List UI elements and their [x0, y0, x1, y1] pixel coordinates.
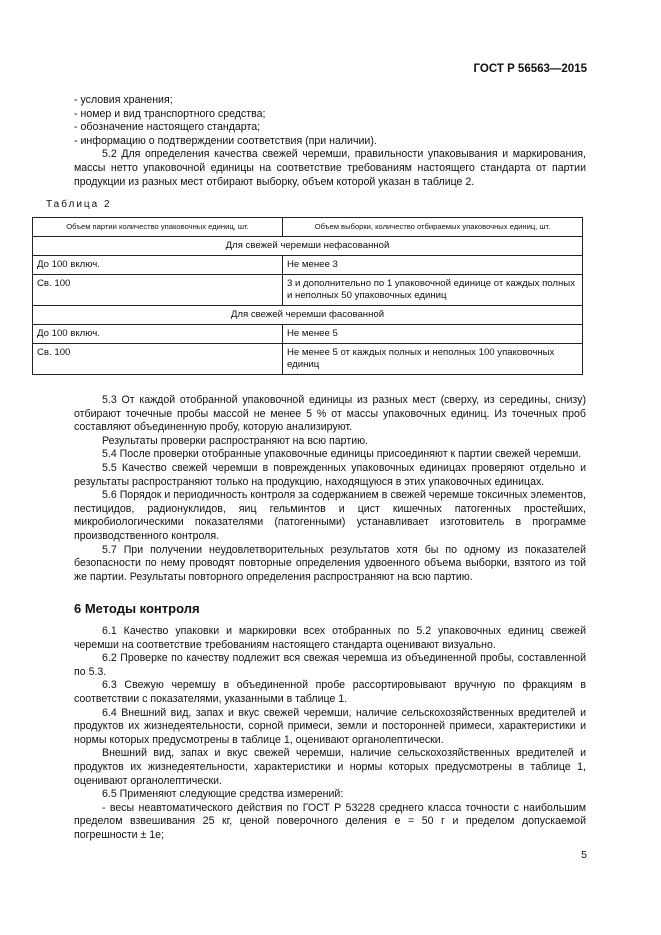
table-header-cell: Объем выборки, количество отбираемых упаковочных единиц, шт.	[283, 218, 583, 237]
table-cell: Св. 100	[33, 275, 283, 306]
middle-block	[74, 394, 586, 584]
section-heading: 6 Методы контроля	[74, 601, 200, 616]
bullet-item: - обозначение настоящего стандарта;	[74, 121, 586, 135]
table-cell: До 100 включ.	[33, 325, 283, 344]
paragraph-5-6: 5.6 Порядок и периодичность контроля за содержанием в свежей черемше токсичных элементов, пестицидов, радионуклидов, яиц гельминтов и цист кишечных патогенных простейших, микробиологическими показателями (патогенными) устанавливает изготовитель в программе производственного контроля.	[74, 489, 586, 542]
bullet-item: - условия хранения;	[74, 94, 586, 108]
bullet-item: - информацию о подтверждении соответствия (при наличии).	[74, 135, 586, 149]
table-cell: Не менее 5 от каждых полных и неполных 100 упаковочных единиц	[283, 344, 583, 375]
paragraph-5-2: 5.2 Для определения качества свежей черемши, правильности упаковывания и маркирования, массы нетто упаковочной единицы на соответствие требованиям настоящего стандарта от партии продукции из разных мест отбирают выборку, объем которой указан в таблице 2.	[74, 148, 586, 188]
paragraph-5-4: 5.4 После проверки отобранные упаковочные единицы присоединяют к партии свежей черемши.	[102, 448, 582, 461]
table-header-row	[33, 218, 583, 237]
table-cell: До 100 включ.	[33, 256, 283, 275]
table-row	[33, 256, 583, 275]
table-row	[33, 344, 583, 375]
paragraph: Результаты проверки распространяют на всю партию.	[102, 434, 368, 447]
top-block	[74, 94, 586, 189]
table-group-row	[33, 306, 583, 325]
section6-block	[74, 625, 586, 843]
table-row	[33, 275, 583, 306]
paragraph-5-5: 5.5 Качество свежей черемши в поврежденных упаковочных единицах проверяют отдельно и результаты распространяют только на продукцию, находящуюся в этих упаковочных единицах.	[74, 461, 586, 488]
table-group-cell: Для свежей черемши нефасованной	[33, 237, 583, 256]
table-2	[32, 217, 583, 375]
table-row	[33, 325, 583, 344]
page-number: 5	[581, 849, 587, 861]
table-caption: Таблица 2	[46, 199, 112, 210]
paragraph-6-2: 6.2 Проверке по качеству подлежит вся свежая черемша из объединенной пробы, составленной по 5.3.	[74, 652, 586, 678]
table-cell: Св. 100	[33, 344, 283, 375]
table-group-cell: Для свежей черемши фасованной	[33, 306, 583, 325]
paragraph-6-1: 6.1 Качество упаковки и маркировки всех отобранных по 5.2 упаковочных единиц свежей черемши на соответствие требованиям настоящего стандарта оценивают визуально.	[74, 625, 586, 651]
table-group-row	[33, 237, 583, 256]
table-cell: 3 и дополнительно по 1 упаковочной единице от каждых полных и неполных 50 упаковочных единиц	[283, 275, 583, 306]
table-header-cell: Объем партии количество упаковочных единиц, шт.	[33, 218, 283, 237]
paragraph-5-3: 5.3 От каждой отобранной упаковочной единицы из разных мест (сверху, из середины, снизу) отбирают точечные пробы массой не менее 5 % от массы упаковочных единиц. Из точечных проб составляют объединенную пробу, которую анализируют.	[74, 394, 586, 434]
bullet-item: - номер и вид транспортного средства;	[74, 108, 586, 122]
standard-number: ГОСТ Р 56563—2015	[473, 63, 587, 75]
paragraph-6-3: 6.3 Свежую черемшу в объединенной пробе рассортировывают вручную по фракциям в соответствии с показателями, указанными в таблице 1.	[74, 679, 586, 705]
table-cell: Не менее 3	[283, 256, 583, 275]
table-cell: Не менее 5	[283, 325, 583, 344]
paragraph-6-4: 6.4 Внешний вид, запах и вкус свежей черемши, наличие сельскохозяйственных вредителей и продуктов их жизнедеятельности, сорной примеси, земли и посторонней примеси, характеристики и нормы которых предусмотрены в таблице 1, оценивают органолептически.	[74, 706, 586, 746]
paragraph-5-7: 5.7 При получении неудовлетворительных результатов хотя бы по одному из показателей безопасности по нему проводят повторные определения удвоенного объема выборки, взятого из той же партии. Результаты повторного определения распространяют на всю партию.	[74, 543, 586, 583]
paragraph: Внешний вид, запах и вкус свежей черемши, наличие сельскохозяйственных вредителей и продуктов их жизнедеятельности, характеристики и нормы которых предусмотрены в таблице 1, оценивают органолептически.	[74, 747, 586, 787]
bullet-item: - весы неавтоматического действия по ГОСТ Р 53228 среднего класса точности с наибольшим пределом взвешивания 25 кг, ценой поверочного деления e = 50 г и пределом допускаемой погрешности ± 1e;	[74, 801, 586, 841]
paragraph-6-5: 6.5 Применяют следующие средства измерений:	[102, 788, 344, 801]
